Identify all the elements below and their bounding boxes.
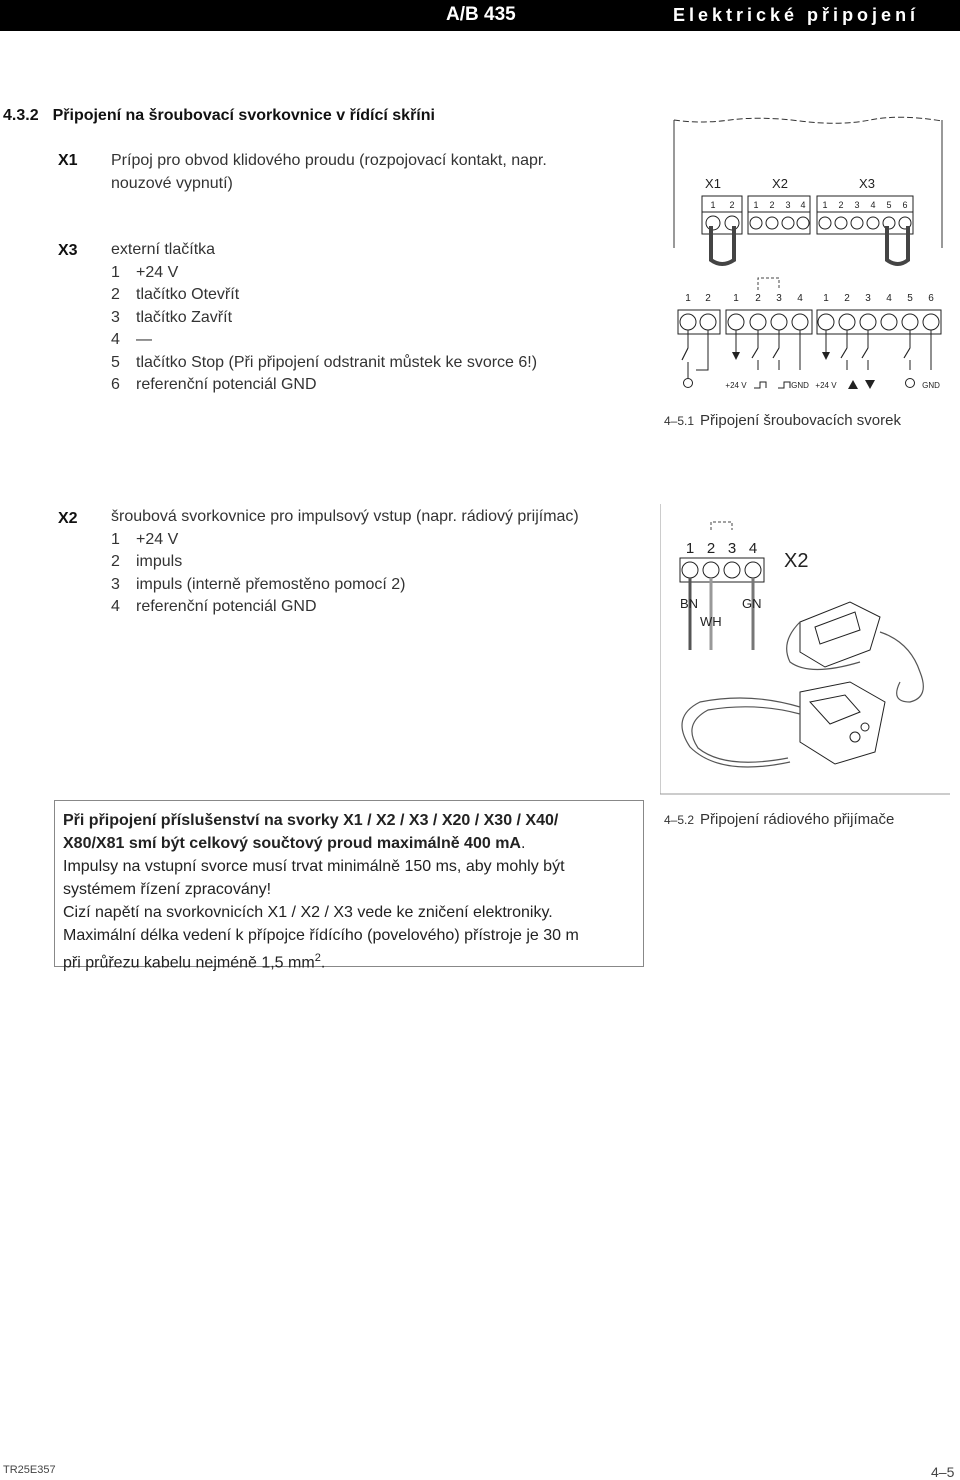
pin-label: 3 — [865, 293, 871, 304]
figure-caption-1 — [664, 412, 901, 429]
x3-item — [111, 262, 537, 285]
pin-label: 1 — [753, 200, 759, 210]
radio-receiver-diagram — [660, 502, 952, 798]
x1-line2: nouzové vypnutí) — [111, 174, 233, 192]
item-number: 4 — [111, 598, 120, 615]
section-heading — [3, 107, 435, 125]
x1-description — [111, 150, 547, 195]
pin-label: 5 — [907, 293, 913, 304]
x3-item — [111, 352, 537, 375]
pin-label: 5 — [886, 200, 892, 210]
x3-description — [111, 239, 537, 397]
label-24v: +24 V — [815, 381, 837, 390]
item-text: tlačítko Stop (Při připojení odstranit můstek ke svorce 6!) — [136, 353, 538, 371]
item-number: 1 — [111, 263, 120, 281]
label-24v: +24 V — [725, 381, 747, 390]
pin-label: 4 — [886, 293, 892, 304]
notice-period: . — [520, 835, 526, 852]
pin-label: 2 — [844, 293, 850, 304]
document-code: TR25E357 — [3, 1464, 56, 1476]
figure-caption-text: Připojení šroubovacích svorek — [700, 412, 901, 429]
item-number: 2 — [111, 553, 120, 570]
warning-notice — [54, 800, 644, 972]
pin-label: 2 — [729, 200, 735, 210]
item-text: impuls (interně přemostěno pomocí 2) — [136, 575, 406, 593]
pin-label: 1 — [822, 200, 828, 210]
item-number: 5 — [111, 353, 120, 371]
x3-item — [111, 329, 537, 352]
page-header — [0, 0, 960, 31]
page-number: 4–5 — [931, 1464, 955, 1480]
item-number: 3 — [111, 575, 120, 593]
pin-label: 2 — [769, 200, 775, 210]
x2-item — [111, 596, 579, 619]
pin-label: 1 — [710, 200, 716, 210]
label-x1: X1 — [705, 176, 721, 191]
x3-title: externí tlačítka — [111, 241, 216, 258]
x3-item — [111, 307, 537, 330]
model-label: A/B 435 — [446, 4, 516, 25]
pin-label: 6 — [928, 293, 934, 304]
open-arrow-icon — [848, 380, 858, 389]
pin-label: 4 — [870, 200, 876, 210]
x2-terminal-block — [748, 196, 810, 234]
notice-line-4: systémem řízení zpracovány! — [63, 881, 272, 898]
wire-label-bn: BN — [680, 596, 699, 611]
section-title: Elektrické připojení — [673, 5, 920, 25]
item-number: 3 — [111, 308, 120, 326]
label-x2: X2 — [772, 176, 788, 191]
x3-item — [111, 284, 537, 307]
pin-label: 3 — [785, 200, 791, 210]
figure-number: 4–5.1 — [664, 414, 695, 428]
pin-label: 1 — [733, 293, 739, 304]
notice-line-3: Impulsy na vstupní svorce musí trvat minimálně 150 ms, aby mohly být — [63, 858, 565, 875]
pin-label: 6 — [902, 200, 908, 210]
pin-label: 4 — [797, 293, 803, 304]
item-number: 6 — [111, 376, 120, 393]
pin-label: 4 — [800, 200, 806, 210]
item-text: tlačítko Otevřít — [136, 286, 240, 303]
section-heading-text: Připojení na šroubovací svorkovnice v řídící skříni — [52, 107, 435, 124]
x2-label: X2 — [784, 550, 809, 572]
item-number: 2 — [111, 286, 120, 303]
receiver-plug-icon — [682, 682, 885, 767]
pin-label: 3 — [776, 293, 782, 304]
notice-line-7 — [63, 947, 643, 974]
item-text: — — [136, 331, 152, 348]
x2-item — [111, 529, 579, 552]
x2-description — [111, 506, 579, 619]
item-number: 1 — [111, 530, 120, 548]
item-text: referenční potenciál GND — [136, 376, 317, 393]
x3-tag: X3 — [58, 242, 78, 259]
label-gnd: GND — [791, 381, 809, 390]
pin-label: 1 — [823, 293, 829, 304]
notice-line-1: Při připojení příslušenství na svorky X1 / X2 / X3 / X20 / X30 / X40/ — [63, 812, 559, 829]
notice-line-6: Maximální délka vedení k přípojce řídícího (povelového) přístroje je 30 m — [63, 927, 579, 944]
notice-bold-text: X80/X81 smí být celkový součtový proud maximálně 400 mA — [63, 835, 521, 852]
item-number: 4 — [111, 331, 120, 348]
x3-terminal-block — [817, 196, 913, 234]
output-terminal — [684, 379, 693, 388]
label-gnd: GND — [922, 381, 940, 390]
x2-title: šroubová svorkovnice pro impulsový vstup (napr. rádiový prijímac) — [111, 508, 579, 525]
x2-dashed-bridge — [758, 278, 779, 290]
x1-tag: X1 — [58, 152, 78, 169]
notice-line-2 — [63, 832, 643, 855]
pin-label: 3 — [854, 200, 860, 210]
pin-label: 2 — [838, 200, 844, 210]
pin-label: 2 — [705, 293, 711, 304]
terminal-connection-diagram — [660, 108, 952, 398]
figure-caption-2 — [664, 811, 894, 828]
item-text: tlačítko Zavřít — [136, 308, 233, 326]
pin-label: 4 — [748, 540, 758, 557]
figure-number: 4–5.2 — [664, 813, 695, 827]
x3-item — [111, 374, 537, 397]
pin-label: 3 — [727, 540, 737, 557]
label-x3: X3 — [859, 176, 875, 191]
pin-label: 2 — [755, 293, 761, 304]
item-text: +24 V — [136, 530, 179, 548]
notice-line-5: Cizí napětí na svorkovnicích X1 / X2 / X3 vede ke zničení elektroniky. — [63, 904, 553, 921]
wire-label-wh: WH — [700, 614, 722, 629]
close-arrow-icon — [865, 380, 875, 389]
item-text: +24 V — [136, 263, 179, 281]
figure-caption-text: Připojení rádiového přijímače — [700, 811, 895, 828]
pin-label: 1 — [685, 293, 691, 304]
wire-label-gn: GN — [742, 596, 762, 611]
output-terminal — [906, 379, 915, 388]
superscript: 2 — [314, 952, 321, 964]
item-text: referenční potenciál GND — [136, 598, 317, 615]
pin-label: 1 — [685, 540, 695, 557]
item-text: impuls — [136, 553, 183, 570]
pin-label: 2 — [706, 540, 716, 557]
x2-tag: X2 — [58, 510, 78, 527]
x2-item — [111, 551, 579, 574]
notice-period: . — [320, 954, 326, 972]
x1-line1: Prípoj pro obvod klidového proudu (rozpojovací kontakt, napr. — [111, 152, 547, 169]
section-number: 4.3.2 — [3, 107, 39, 124]
x2-item — [111, 574, 579, 597]
notice-text: při průřezu kabelu nejméně 1,5 mm — [63, 954, 315, 972]
